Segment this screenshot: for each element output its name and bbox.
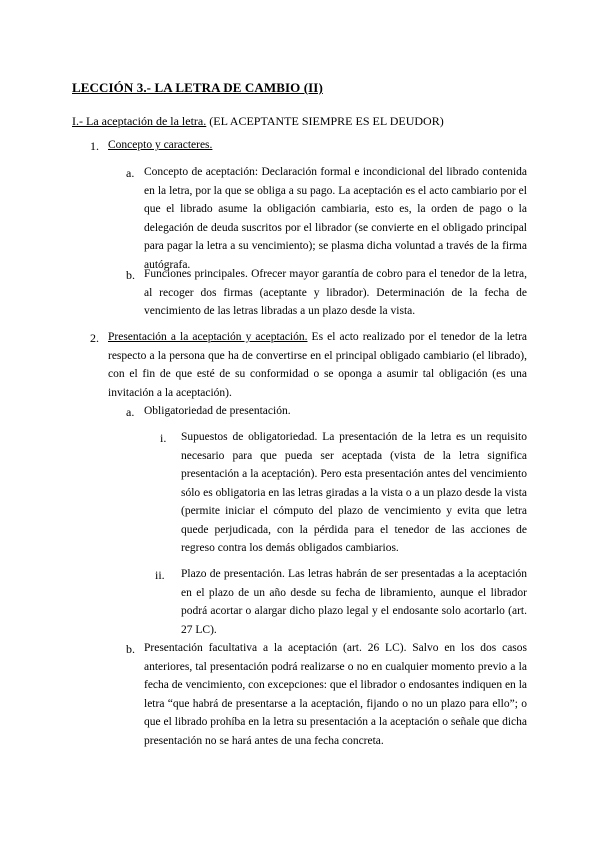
item-2ai-marker: i. — [160, 431, 167, 445]
item-1-number: 1. — [90, 139, 99, 153]
section-heading — [72, 114, 444, 129]
item-2a-marker: a. — [126, 405, 135, 419]
item-2-paragraph — [108, 328, 527, 402]
section-label: I.- La aceptación de la letra. — [72, 114, 207, 128]
item-2-number: 2. — [90, 331, 99, 345]
item-2ai-text: Supuestos de obligatoriedad. La presentación de la letra es un requisito necesario para que pueda ser aceptada (vista de la letra significa presentación a la aceptación). Pero esta presentación antes del vencimiento sólo es obligatoria en las letras giradas a la vista o a un plazo desde la vista (permite iniciar el cómputo del plazo de vencimiento y evita que letra quede perjudicada, con la pérdida para el tenedor de las acciones de regreso contra los demás obligados cambiarios. — [181, 431, 527, 554]
item-2-text: Es el acto realizado por el tenedor de la letra respecto a la persona que ha de convertirse en el principal obligado cambiario (el librado), con el fin de que esté de su conformidad o se oponga a asumir tal obligación (es una invitación a la aceptación). — [108, 331, 527, 399]
item-1b-marker: b. — [126, 268, 135, 282]
item-2aii-marker: ii. — [155, 568, 165, 582]
item-1b-text: Funciones principales. Ofrecer mayor garantía de cobro para el tenedor de la letra, al recoger dos firmas (aceptante y librador). Determinación de la fecha de vencimiento de las letras libradas a un plazo desde la vista. — [144, 268, 527, 317]
item-1-heading: Concepto y caracteres. — [108, 139, 213, 151]
item-1a-marker: a. — [126, 166, 135, 180]
section-note: (EL ACEPTANTE SIEMPRE ES EL DEUDOR) — [206, 114, 444, 128]
item-2b-text: Presentación facultativa a la aceptación (art. 26 LC). Salvo en los dos casos anteriores, tal presentación podrá realizarse o no en cualquier momento previo a la fecha de vencimiento, con excepciones: que el librador o endosantes indiquen en la letra “que habrá de presentarse a la aceptación, fijando o no un plazo para ello”; o que el librado prohíba en la letra su presentación a la aceptación o señale que dicha presentación no se hará antes de una fecha concreta. — [144, 642, 527, 747]
item-2aii-text: Plazo de presentación. Las letras habrán de ser presentadas a la aceptación en el plazo de un año desde su fecha de libramiento, aunque el librador podrá acortar o alargar dicho plazo legal y el endosante solo acortarlo (art. 27 LC). — [181, 568, 527, 636]
item-2a-text: Obligatoriedad de presentación. — [144, 405, 291, 417]
item-2b-marker: b. — [126, 642, 135, 656]
lesson-title: LECCIÓN 3.- LA LETRA DE CAMBIO (II) — [72, 80, 323, 95]
item-2-heading: Presentación a la aceptación y aceptación. — [108, 331, 308, 343]
item-1a-text: Concepto de aceptación: Declaración formal e incondicional del librado contenida en la letra, por la que se obliga a su pago. La aceptación es el acto cambiario por el que el librado asume la obligación cambiaria, esto es, la orden de pago o la delegación de deuda suscritos por el librador (se convierte en el obligado principal para pagar la letra a su vencimiento); se plasma dicha voluntad a través de la firma autógrafa. — [144, 166, 527, 271]
